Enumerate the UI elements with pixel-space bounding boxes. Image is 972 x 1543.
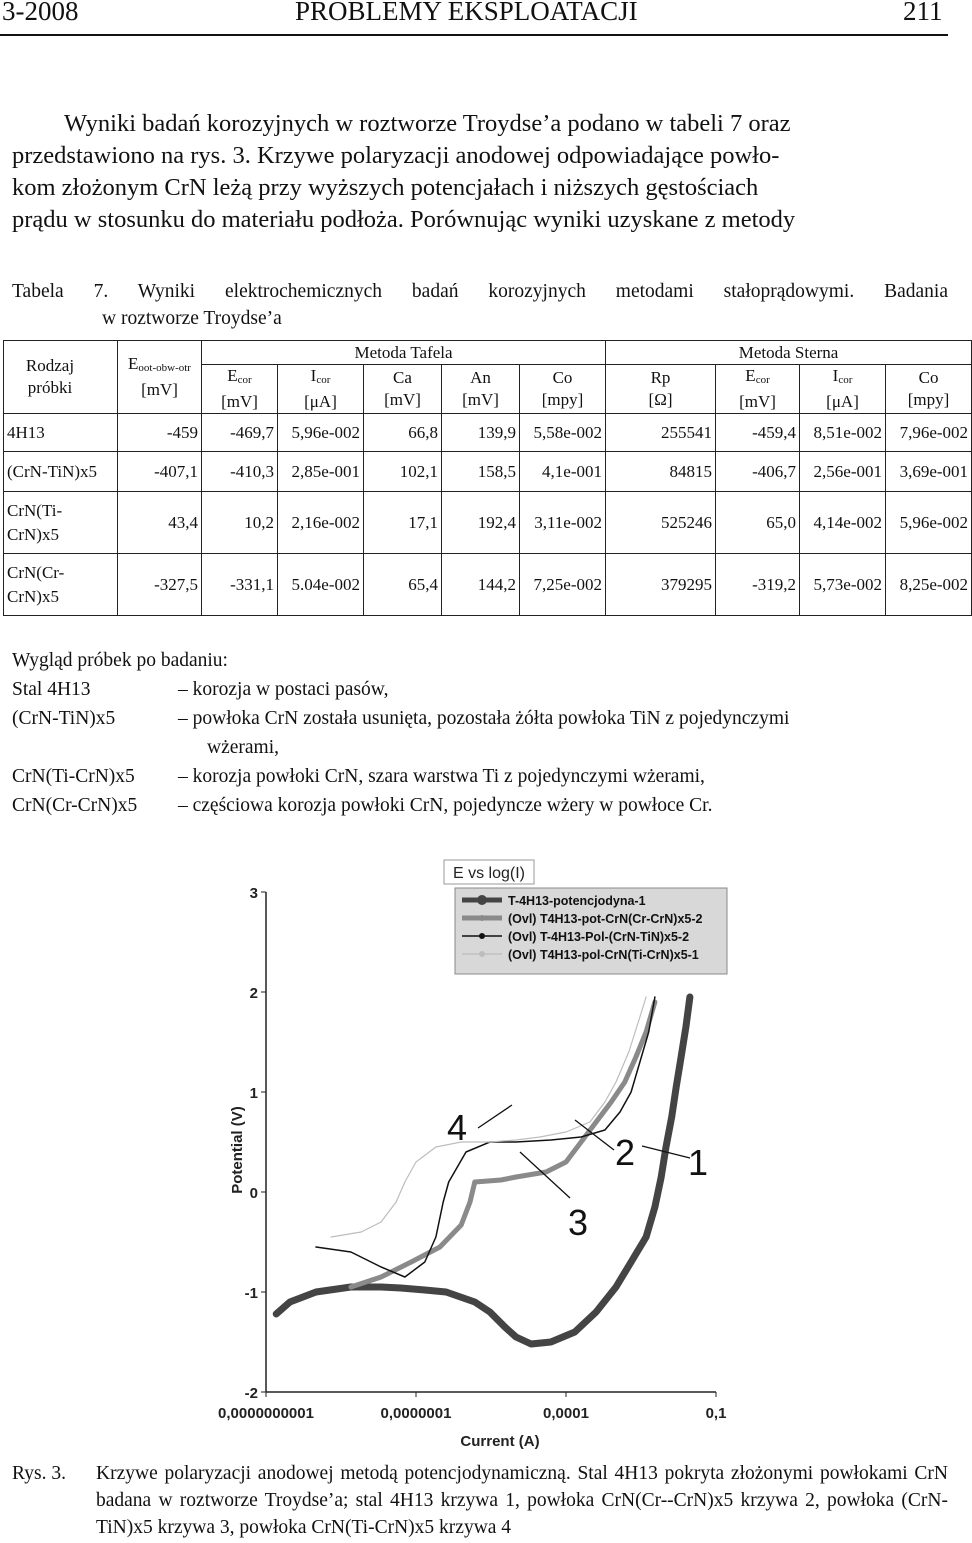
legend-label: (Ovl) T-4H13-Pol-(CrN-TiN)x5-2 bbox=[508, 930, 690, 944]
subheader-unit: [mpy] bbox=[907, 390, 950, 409]
table-row bbox=[4, 492, 972, 554]
legend-label: (Ovl) T4H13-pol-CrN(Ti-CrN)x5-1 bbox=[508, 948, 699, 962]
observation-item bbox=[12, 791, 948, 820]
cell-value: -327,5 bbox=[118, 554, 202, 616]
cell-value: 3,11e-002 bbox=[520, 492, 606, 554]
subheader-name: I bbox=[310, 366, 317, 385]
paragraph-line: prądu w stosunku do materiału podłoża. Porównując wyniki uzyskane z metody bbox=[12, 206, 796, 233]
header-eoot: $E_{oot-obw-otr}$ [mV] bbox=[118, 341, 202, 414]
observation-sample: (CrN-TiN)x5 bbox=[12, 708, 116, 729]
cell-value: 2,56e-001 bbox=[800, 452, 886, 492]
cell-value: 2,16e-002 bbox=[278, 492, 364, 554]
cell-value: 255541 bbox=[606, 414, 716, 452]
cell-value: 192,4 bbox=[442, 492, 520, 554]
results-table bbox=[3, 340, 972, 616]
legend-label: T-4H13-potencjodyna-1 bbox=[508, 894, 646, 908]
cell-sample: CrN(Cr-CrN)x5 bbox=[4, 554, 118, 616]
subheader-name: E bbox=[227, 366, 238, 385]
cell-value: 65,4 bbox=[364, 554, 442, 616]
subheader-name: Rp bbox=[650, 368, 671, 387]
cell-value: 4,1e-001 bbox=[520, 452, 606, 492]
y-tick-label: 1 bbox=[249, 1085, 258, 1102]
cell-value: 5.04e-002 bbox=[278, 554, 364, 616]
cell-value: 84815 bbox=[606, 452, 716, 492]
figure-caption-label: Rys. 3. bbox=[12, 1463, 66, 1484]
x-tick-label: 0,0000000001 bbox=[218, 1405, 314, 1422]
page-number: 211 bbox=[903, 0, 943, 26]
table-caption-line: w roztworze Troydse’a bbox=[102, 308, 282, 329]
running-header bbox=[0, 0, 948, 36]
cell-value: -459,4 bbox=[716, 414, 800, 452]
group-tafel: Metoda Tafela bbox=[202, 341, 606, 365]
header-sample bbox=[4, 341, 118, 414]
x-tick-label: 0,0000001 bbox=[380, 1405, 452, 1422]
table-caption-line: Tabela 7. Wyniki elektrochemicznych badań korozyjnych metodami stałoprądowymi. Badania bbox=[12, 281, 948, 302]
cell-value: 8,51e-002 bbox=[800, 414, 886, 452]
subheader-name: Co bbox=[552, 368, 573, 387]
y-tick-label: -2 bbox=[244, 1385, 258, 1402]
series-line-3 bbox=[316, 997, 655, 1277]
curve-label-4: 4 bbox=[446, 1107, 468, 1148]
subheader-unit: [mV] bbox=[384, 390, 421, 409]
cell-value: -469,7 bbox=[202, 414, 278, 452]
cell-value: 102,1 bbox=[364, 452, 442, 492]
legend-marker bbox=[479, 915, 485, 921]
cell-value: 5,96e-002 bbox=[886, 492, 972, 554]
table-row bbox=[4, 452, 972, 492]
cell-value: 7,25e-002 bbox=[520, 554, 606, 616]
cell-value: 10,2 bbox=[202, 492, 278, 554]
subheader-4 bbox=[520, 365, 606, 414]
observation-sample: Stal 4H13 bbox=[12, 679, 91, 700]
curve-label-3: 3 bbox=[567, 1202, 589, 1243]
subheader-name: I bbox=[832, 366, 839, 385]
cell-sample: CrN(Ti-CrN)x5 bbox=[4, 492, 118, 554]
cell-value: 65,0 bbox=[716, 492, 800, 554]
cell-value: 379295 bbox=[606, 554, 716, 616]
subheader-3 bbox=[442, 365, 520, 414]
cell-value: 139,9 bbox=[442, 414, 520, 452]
observation-text: wżerami, bbox=[207, 737, 280, 758]
journal-title: PROBLEMY EKSPLOATACJI bbox=[295, 0, 638, 26]
subheader-1 bbox=[278, 365, 364, 414]
subheader-7 bbox=[800, 365, 886, 414]
x-axis-title: Current (A) bbox=[460, 1433, 540, 1450]
subheader-5 bbox=[606, 365, 716, 414]
cell-value: 144,2 bbox=[442, 554, 520, 616]
subheader-name: An bbox=[470, 368, 491, 387]
cell-value: 525246 bbox=[606, 492, 716, 554]
legend-marker bbox=[477, 895, 487, 905]
legend-label: (Ovl) T4H13-pot-CrN(Cr-CrN)x5-2 bbox=[508, 912, 703, 926]
curve-label-2: 2 bbox=[614, 1132, 636, 1173]
table-row bbox=[4, 554, 972, 616]
legend-marker bbox=[479, 933, 485, 939]
curve-label-1: 1 bbox=[687, 1142, 709, 1183]
cell-value: -459 bbox=[118, 414, 202, 452]
subheader-unit: [mV] bbox=[221, 392, 258, 411]
issue-number: 3-2008 bbox=[2, 0, 79, 26]
table-caption bbox=[12, 278, 948, 332]
subheader-sub: cor bbox=[755, 374, 770, 386]
observation-item bbox=[12, 733, 948, 762]
cell-sample: 4H13 bbox=[4, 414, 118, 452]
subheader-name: Ca bbox=[393, 368, 412, 387]
y-axis-title: Potential (V) bbox=[229, 1106, 246, 1194]
observations-title: Wygląd próbek po badaniu: bbox=[12, 650, 228, 671]
observation-text: – częściowa korozja powłoki CrN, pojedyncze wżery w powłoce Cr. bbox=[178, 795, 713, 816]
cell-value: 5,96e-002 bbox=[278, 414, 364, 452]
paragraph-line: kom złożonym CrN leżą przy wyższych potencjałach i niższych gęstościach bbox=[12, 174, 759, 201]
subheader-name: E bbox=[745, 366, 756, 385]
subheader-unit: [mpy] bbox=[541, 390, 584, 409]
chart-title: E vs log(I) bbox=[452, 865, 526, 882]
annotation-arrow bbox=[478, 1105, 512, 1128]
cell-value: 17,1 bbox=[364, 492, 442, 554]
cell-value: 3,69e-001 bbox=[886, 452, 972, 492]
cell-sample: (CrN-TiN)x5 bbox=[4, 452, 118, 492]
subheader-unit: [μA] bbox=[826, 392, 859, 411]
subheader-6 bbox=[716, 365, 800, 414]
cell-value: 43,4 bbox=[118, 492, 202, 554]
observation-sample: CrN(Ti-CrN)x5 bbox=[12, 766, 135, 787]
subheader-2 bbox=[364, 365, 442, 414]
series-line-2 bbox=[351, 1002, 655, 1287]
cell-value: -410,3 bbox=[202, 452, 278, 492]
legend-marker bbox=[479, 951, 485, 957]
x-tick-label: 0,0001 bbox=[543, 1405, 589, 1422]
observations bbox=[12, 646, 948, 820]
paragraph-line: Wyniki badań korozyjnych w roztworze Troydse’a podano w tabeli 7 oraz bbox=[64, 110, 791, 137]
cell-value: 7,96e-002 bbox=[886, 414, 972, 452]
header-sample-label: Rodzaj próbki bbox=[25, 356, 75, 397]
group-stern: Metoda Sterna bbox=[606, 341, 972, 365]
polarization-chart bbox=[0, 850, 960, 1450]
cell-value: -406,7 bbox=[716, 452, 800, 492]
cell-value: 4,14e-002 bbox=[800, 492, 886, 554]
cell-value: 2,85e-001 bbox=[278, 452, 364, 492]
observation-text: – powłoka CrN została usunięta, pozostała żółta powłoka TiN z pojedynczymi bbox=[178, 708, 790, 729]
subheader-unit: [mV] bbox=[739, 392, 776, 411]
cell-value: -331,1 bbox=[202, 554, 278, 616]
cell-value: 5,58e-002 bbox=[520, 414, 606, 452]
y-tick-label: 2 bbox=[249, 985, 258, 1002]
figure-caption-text: Krzywe polaryzacji anodowej metodą potencjodynamiczną. Stal 4H13 pokryta złożonymi powłokami CrN badana w roztworze Troydse’a; stal 4H13 krzywa 1, powłoka CrN(Cr--CrN)x5 krzywa 2, powłoka (CrN-TiN)x5 krzywa 3, powłoka CrN(Ti-CrN)x5 krzywa 4 bbox=[96, 1463, 948, 1538]
cell-value: 66,8 bbox=[364, 414, 442, 452]
subheader-0 bbox=[202, 365, 278, 414]
paragraph-line: przedstawiono na rys. 3. Krzywe polaryzacji anodowej odpowiadające powło- bbox=[12, 142, 780, 169]
table-row bbox=[4, 414, 972, 452]
subheader-8 bbox=[886, 365, 972, 414]
observation-text: – korozja w postaci pasów, bbox=[178, 679, 389, 700]
cell-value: -319,2 bbox=[716, 554, 800, 616]
cell-value: -407,1 bbox=[118, 452, 202, 492]
subheader-unit: [μA] bbox=[304, 392, 337, 411]
cell-value: 158,5 bbox=[442, 452, 520, 492]
subheader-name: Co bbox=[918, 368, 939, 387]
subheader-sub: cor bbox=[237, 374, 252, 386]
subheader-unit: [mV] bbox=[462, 390, 499, 409]
observation-item bbox=[12, 704, 948, 733]
subheader-sub: cor bbox=[838, 374, 853, 386]
subheader-unit: [Ω] bbox=[648, 390, 673, 409]
y-tick-label: 0 bbox=[249, 1185, 258, 1202]
cell-value: 5,73e-002 bbox=[800, 554, 886, 616]
cell-value: 8,25e-002 bbox=[886, 554, 972, 616]
observation-item bbox=[12, 675, 948, 704]
subheader-sub: cor bbox=[316, 374, 331, 386]
y-tick-label: 3 bbox=[249, 885, 258, 902]
observation-sample: CrN(Cr-CrN)x5 bbox=[12, 795, 138, 816]
intro-paragraph bbox=[12, 108, 948, 236]
y-tick-label: -1 bbox=[244, 1285, 258, 1302]
x-tick-label: 0,1 bbox=[705, 1405, 727, 1422]
observation-item bbox=[12, 762, 948, 791]
observation-text: – korozja powłoki CrN, szara warstwa Ti z pojedynczymi wżerami, bbox=[178, 766, 705, 787]
